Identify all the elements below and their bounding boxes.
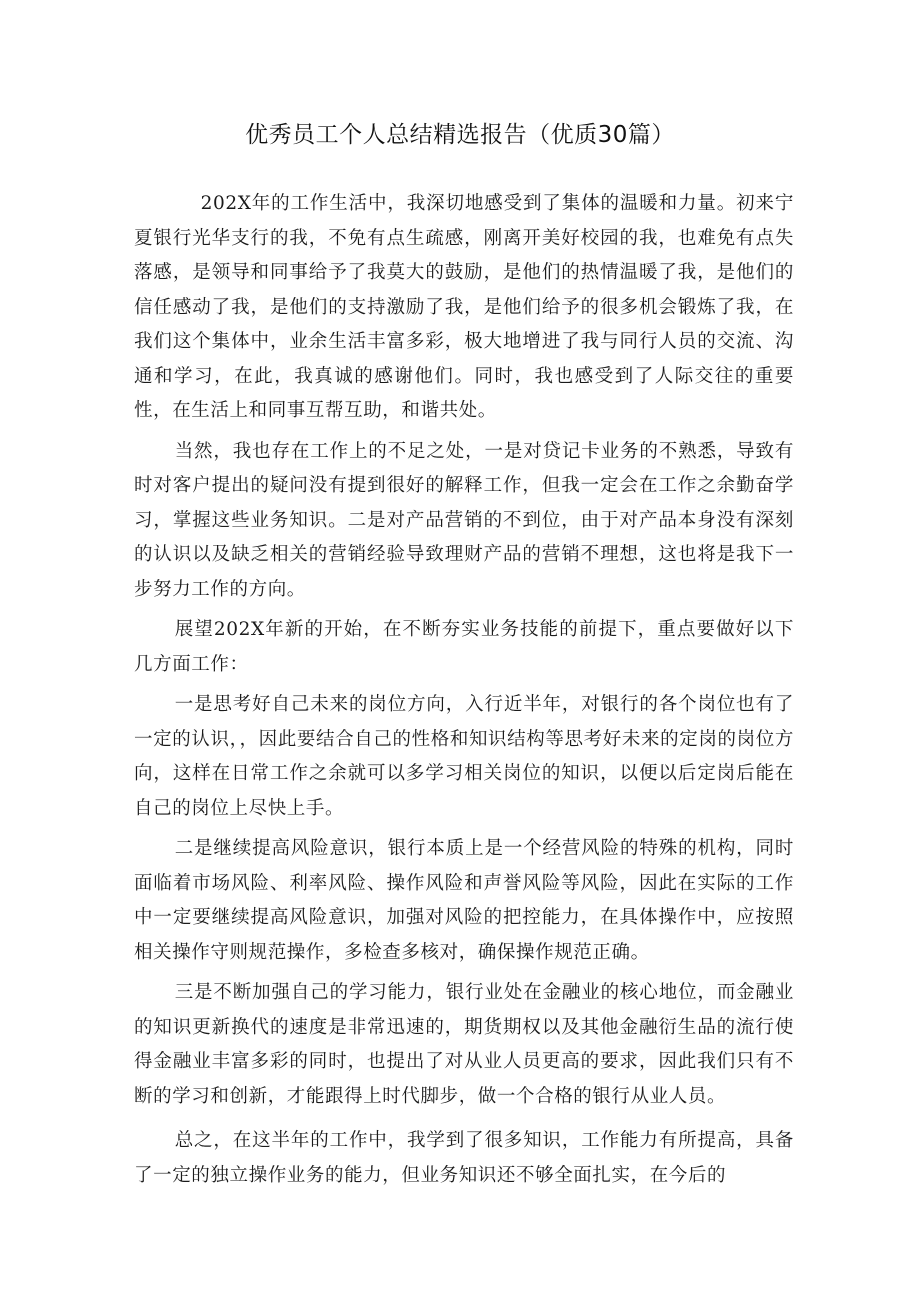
paragraph-point-two: 二是继续提高风险意识，银行本质上是一个经营风险的特殊的机构，同时面临着市场风险、利率风险、操作风险和声誉风险等风险，因此在实际的工作中一定要继续提高风险意识，加强对风险的把控能力，在具体操作中，应按照相关操作守则规范操作，多检查多核对，确保操作规范正确。 [134, 838, 794, 963]
document-body [134, 187, 794, 1199]
paragraph-intro: 202X年的工作生活中，我深切地感受到了集体的温暖和力量。初来宁夏银行光华支行的我，不免有点生疏感，刚离开美好校园的我，也难免有点失落感，是领导和同事给予了我莫大的鼓励，是他们的热情温暖了我，是他们的信任感动了我，是他们的支持激励了我，是他们给予的很多机会锻炼了我，在我们这个集体中，业余生活丰富多彩，极大地增进了我与同行人员的交流、沟通和学习，在此，我真诚的感谢他们。同时，我也感受到了人际交往的重要性，在生活上和同事互帮互助，和谐共处。 [134, 193, 794, 421]
document-title: 优秀员工个人总结精选报告（优质30篇） [245, 122, 675, 148]
paragraph-point-three: 三是不断加强自己的学习能力，银行业处在金融业的核心地位，而金融业的知识更新换代的速度是非常迅速的，期货期权以及其他金融衍生品的流行使得金融业丰富多彩的同时，也提出了对从业人员更高的要求，因此我们只有不断的学习和创新，才能跟得上时代脚步，做一个合格的银行从业人员。 [134, 982, 794, 1107]
paragraph-conclusion: 总之，在这半年的工作中，我学到了很多知识，工作能力有所提高，具备了一定的独立操作业务的能力，但业务知识还不够全面扎实，在今后的 [134, 1130, 794, 1186]
paragraph-point-one: 一是思考好自己未来的岗位方向，入行近半年，对银行的各个岗位也有了一定的认识，，因此要结合自己的性格和知识结构等思考好未来的定岗的岗位方向，这样在日常工作之余就可以多学习相关岗位的知识，以便以后定岗后能在自己的岗位上尽快上手。 [134, 694, 794, 819]
paragraph-shortcomings: 当然，我也存在工作上的不足之处，一是对贷记卡业务的不熟悉，导致有时对客户提出的疑问没有提到很好的解释工作，但我一定会在工作之余勤奋学习，掌握这些业务知识。二是对产品营销的不到位，由于对产品本身没有深刻的认识以及缺乏相关的营销经验导致理财产品的营销不理想，这也将是我下一步努力工作的方向。 [134, 440, 794, 600]
paragraph-outlook: 展望202X年新的开始，在不断夯实业务技能的前提下，重点要做好以下几方面工作： [134, 619, 794, 675]
